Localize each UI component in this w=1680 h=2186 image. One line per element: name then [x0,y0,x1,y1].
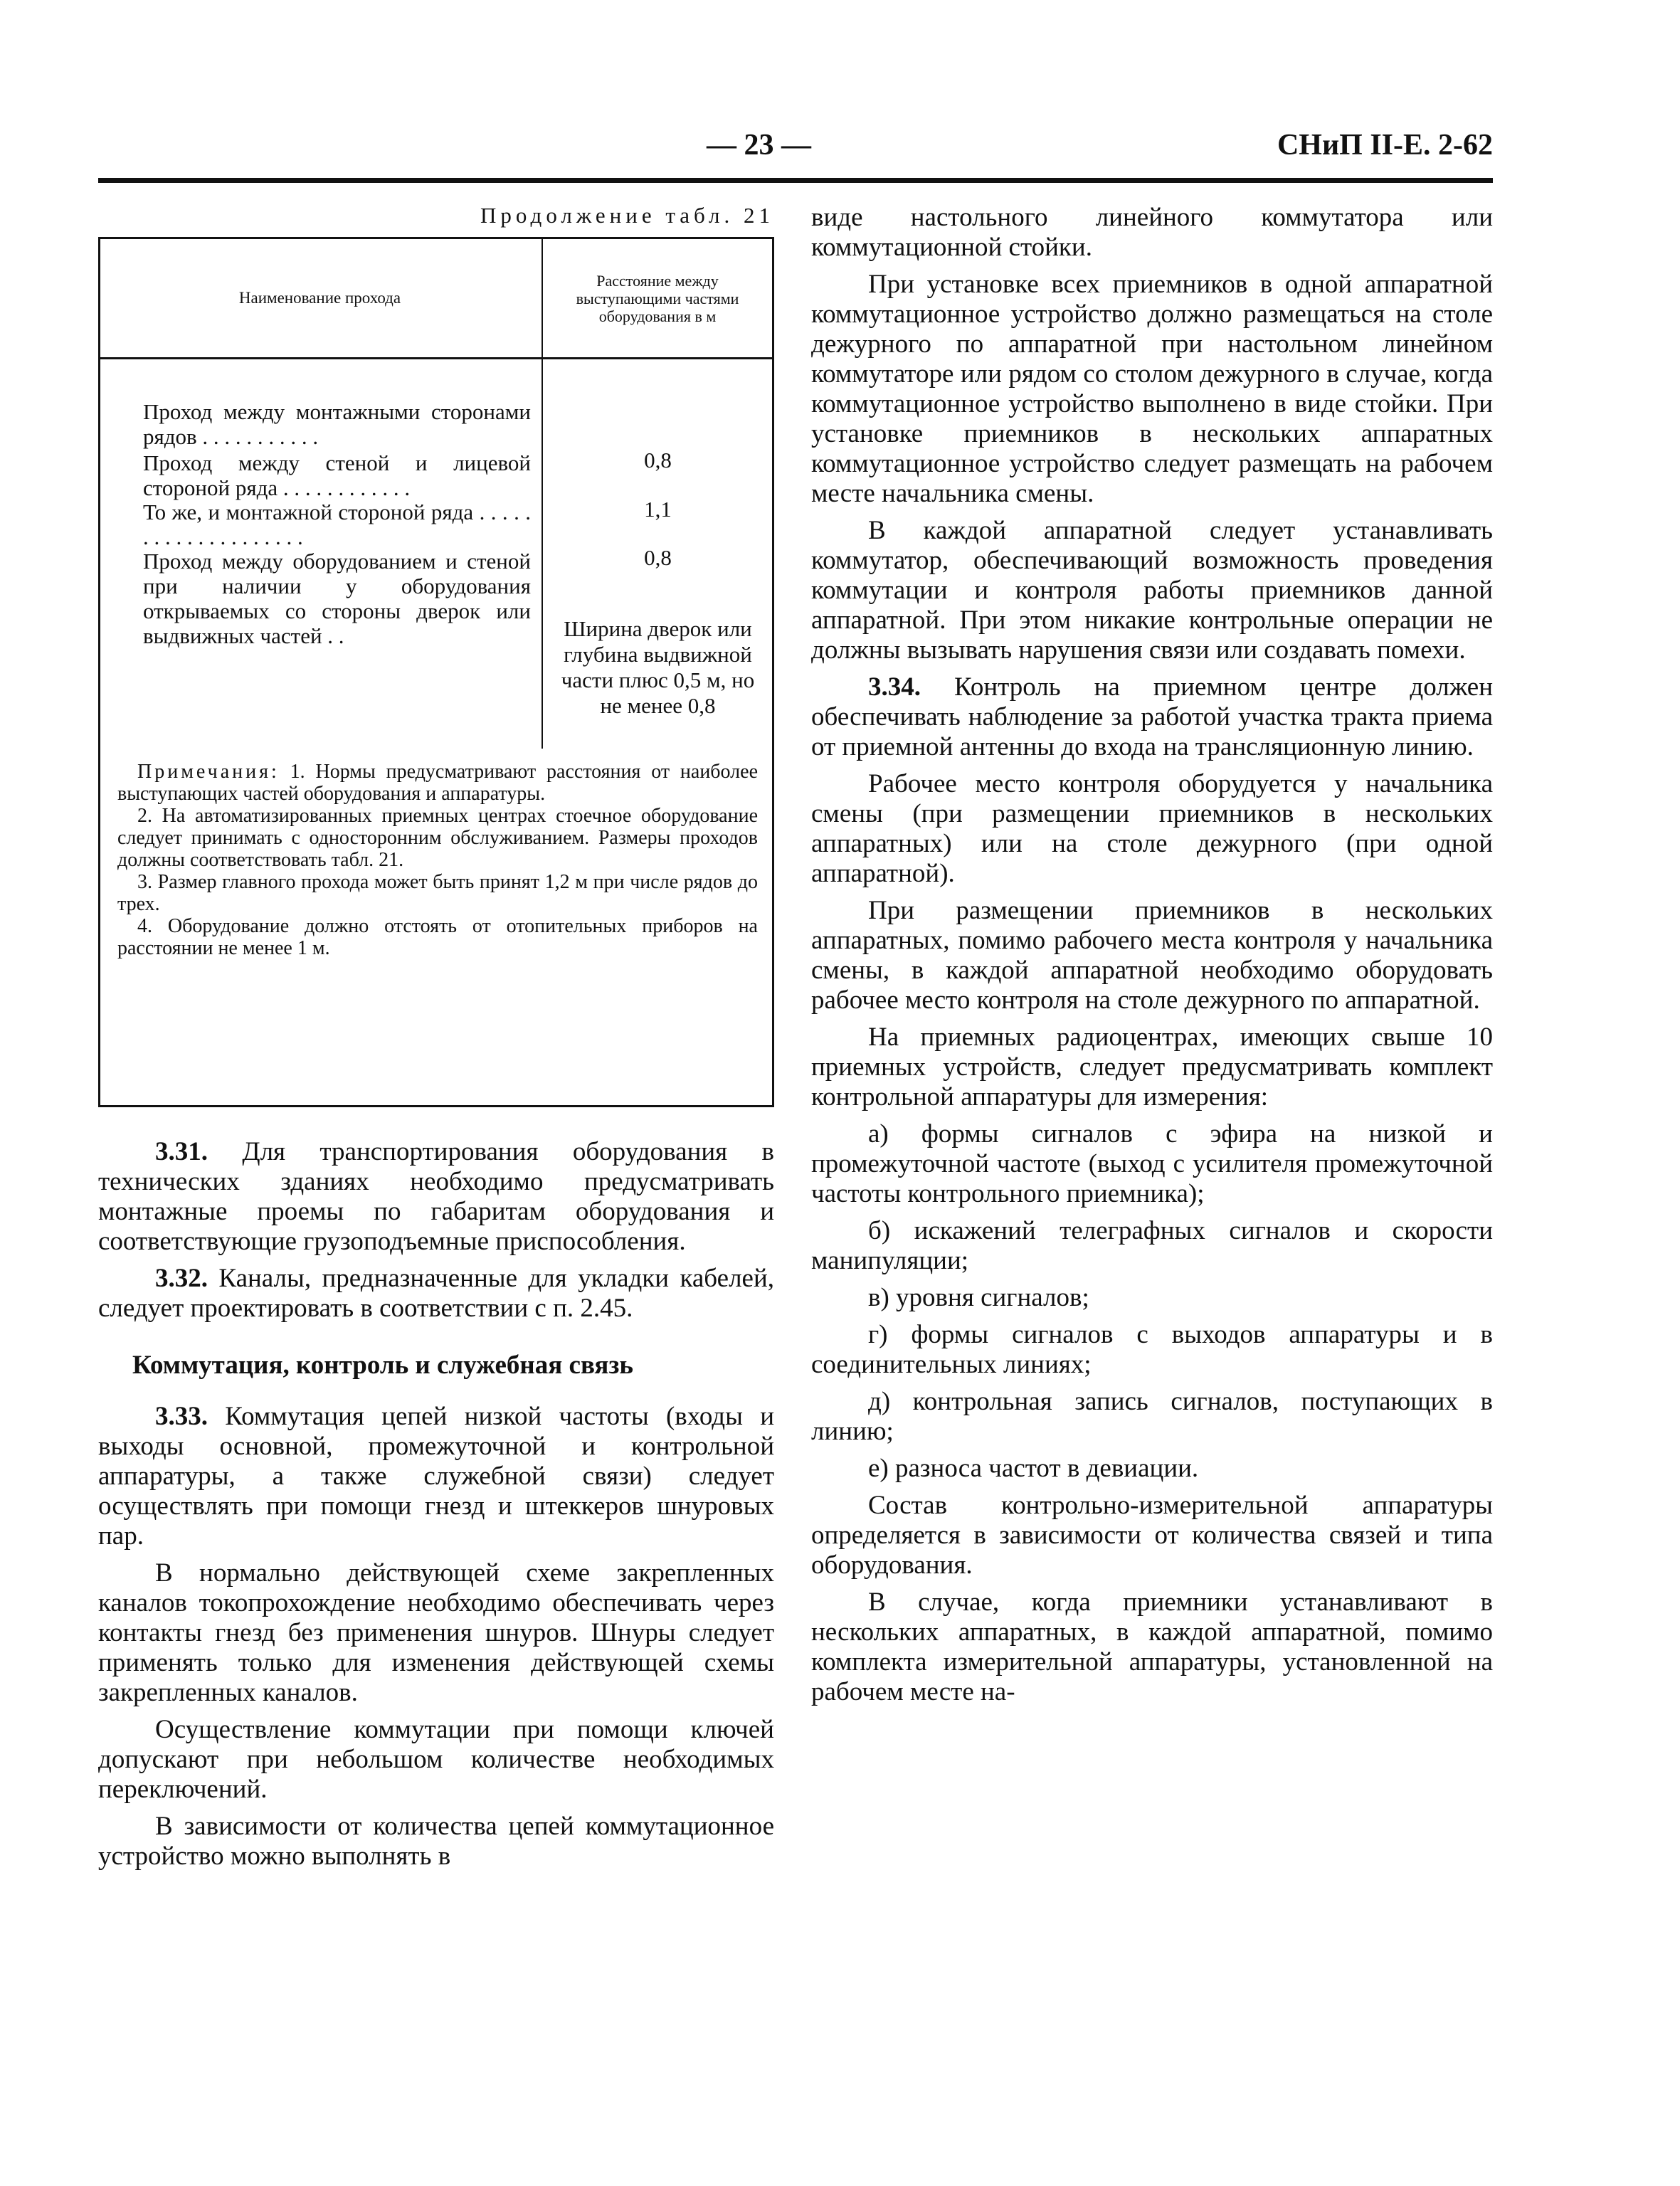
table-row-value: 0,8 [644,545,672,570]
note-1: 1. Нормы предусматривают расстояния от наиболее выступающих частей оборудования и аппаратуры. [117,761,759,805]
table-caption: Продолжение табл. 21 [480,203,774,228]
list-item: а) формы сигналов с эфира на низкой и промежуточной частоте (выход с усилителя промежуточной частоты контрольного приемника); [811,1119,1493,1208]
paragraph: Рабочее место контроля оборудуется у начальника смены (при размещении приемников в нескольких аппаратных) или на столе дежурного (при одной аппаратной). [811,769,1493,888]
table-row-name: Проход между оборудованием и стеной при наличии у оборудования открываемых со стороны дверок или выдвижных частей . . [143,549,531,648]
table-notes [117,761,758,959]
table-row-value: 0,8 [644,448,672,472]
list-item: в) уровня сигналов; [868,1283,1089,1312]
page-number: — 23 — [707,129,811,162]
paragraph-3-31: 3.31. Для транспортирования оборудования в технических зданиях необходимо предусматривать монтажные проемы по габаритам оборудования и соответствующие грузоподъемные приспособления. [98,1137,774,1256]
paragraph: При установке всех приемников в одной аппаратной коммутационное устройство должно размещаться на столе дежурного по аппаратной при настольном линейном коммутаторе или рядом со столом дежурного в случае, когда коммутационное устройство выполнено в виде стойки. При установке приемников в нескольких аппаратных коммутационное устройство следует размещать на рабочем месте начальника смены. [811,270,1493,508]
paragraph: Состав контрольно-измерительной аппаратуры определяется в зависимости от количества связей и типа оборудования. [811,1491,1493,1580]
paragraph-3-33: 3.33. Коммутация цепей низкой частоты (входы и выходы основной, промежуточной и контрольной аппаратуры, а также служебной связи) следует осуществлять при помощи гнезд и штеккеров шнуровых пар. [98,1402,775,1551]
list-item: б) искажений телеграфных сигналов и скорости манипуляции; [811,1216,1493,1275]
paragraph: При размещении приемников в нескольких аппаратных, помимо рабочего места контроля у начальника смены, в каждой аппаратной необходимо оборудовать рабочее место контроля на столе дежурного по аппаратной. [811,896,1493,1015]
paragraph: Осуществление коммутации при помощи ключей допускают при небольшом количестве необходимых переключений. [98,1715,774,1804]
note-4: 4. Оборудование должно отстоять от отопительных приборов на расстоянии не менее 1 м. [117,915,758,959]
left-body-text-2 [98,1402,774,1871]
note-3: 3. Размер главного прохода может быть принят 1,2 м при числе рядов до трех. [117,871,758,915]
notes-label: Примечания: [137,761,280,783]
right-column [811,203,1493,1714]
list-item: е) разноса частот в девиации. [868,1454,1199,1483]
table-row-name: Проход между монтажными сторонами рядов . . . . . . . . . . . [143,399,531,449]
paragraph: В зависимости от количества цепей коммутационное устройство можно выполнять в [98,1812,774,1871]
column-header-name: Наименование прохода [238,289,401,307]
paragraph: На приемных радиоцентрах, имеющих свыше 10 приемных устройств, следует предусматривать комплект контрольной аппаратуры для измерения: [811,1023,1493,1112]
table-row-name: То же, и монтажной стороной ряда . . . . . . . . . . . . . . . . . . . . [143,500,531,549]
list-item: г) формы сигналов с выходов аппаратуры и в соединительных линиях; [811,1320,1493,1379]
passage-table [98,237,774,1107]
table-row-value: 1,1 [644,497,672,522]
section-heading: Коммутация, контроль и служебная связь [132,1351,633,1380]
page-header [98,128,1493,172]
left-body-text [98,1137,774,1324]
paragraph: В нормально действующей схеме закрепленных каналов токопрохождение необходимо обеспечивать через контакты гнезд без применения шнуров. Шнуры следует применять только для изменения действующей схемы закрепленных каналов. [98,1558,774,1707]
header-rule [98,178,1493,183]
table-header [100,239,772,359]
table-row-name: Проход между стеной и лицевой стороной ряда . . . . . . . . . . . . [143,450,531,500]
column-divider [541,357,543,749]
paragraph: В каждой аппаратной следует устанавливать коммутатор, обеспечивающий возможность проведения коммутации и контроля работы приемников данной аппаратной. При этом никакие контрольные операции не должны вызывать нарушения связи или создавать помехи. [811,516,1493,665]
table-row-value: Ширина дверок или глубина выдвижной части плюс 0,5 м, но не менее 0,8 [561,616,755,718]
paragraph: В случае, когда приемники устанавливают в нескольких аппаратных, в каждой аппаратной, помимо комплекта измерительной аппаратуры, установленной на рабочем месте на- [811,1588,1493,1706]
document-code: СНиП II-Е. 2-62 [1277,129,1493,162]
column-header-distance: Расстояние между выступающими частями оборудования в м [541,239,772,357]
paragraph: виде настольного линейного коммутатора или коммутационной стойки. [811,203,1493,262]
left-column [98,203,774,1879]
paragraph-3-32: 3.32. Каналы, предназначенные для укладки кабелей, следует проектировать в соответствии с п. 2.45. [98,1264,775,1323]
paragraph-3-34: 3.34. Контроль на приемном центре должен обеспечивать наблюдение за работой участка тракта приема от приемной антенны до входа на трансляционную линию. [811,672,1494,761]
note-2: 2. На автоматизированных приемных центрах стоечное оборудование следует принимать с односторонним обслуживанием. Размеры проходов должны соответствовать табл. 21. [117,805,758,871]
list-item: д) контрольная запись сигналов, поступающих в линию; [811,1387,1493,1446]
